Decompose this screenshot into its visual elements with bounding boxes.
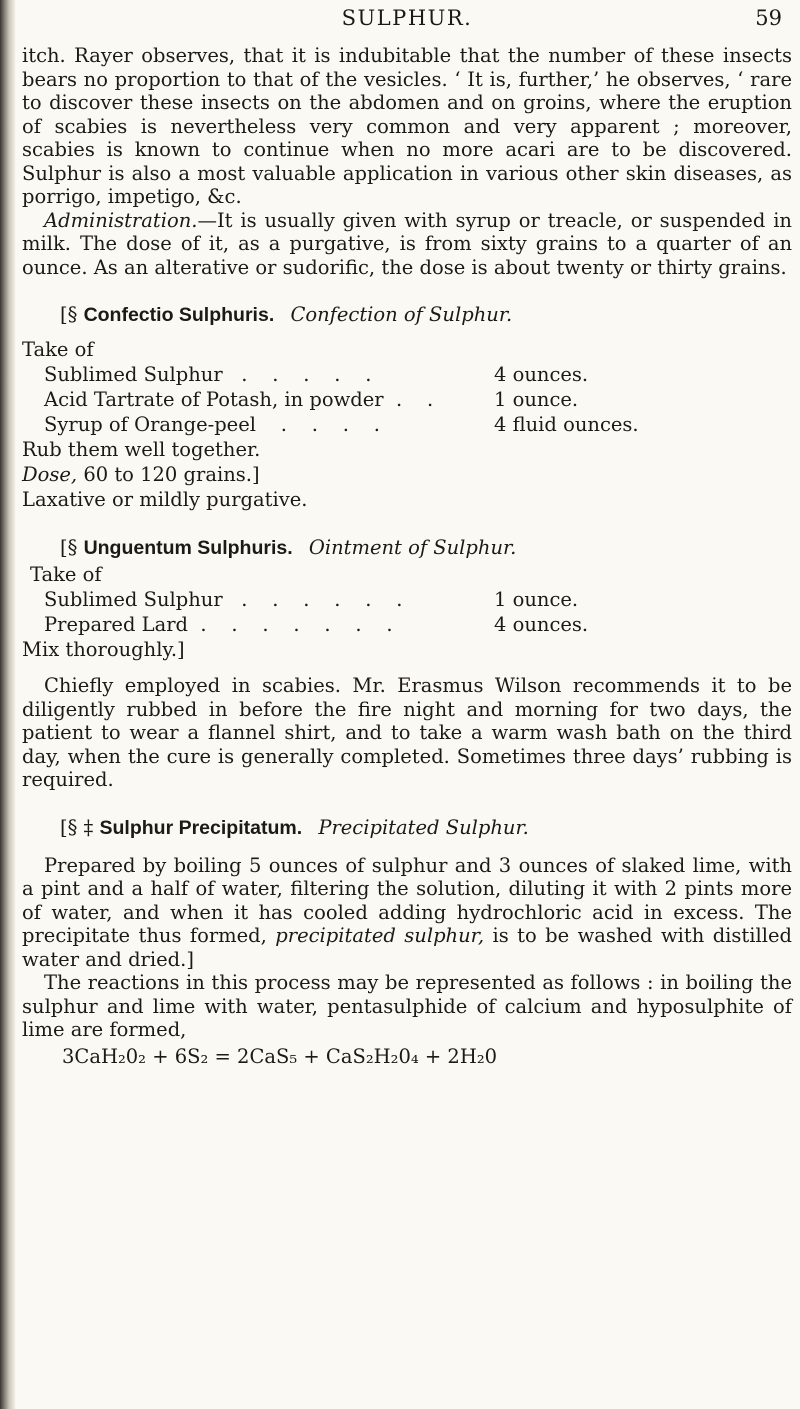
dose-label: Dose, xyxy=(22,463,78,486)
ingredient-row xyxy=(22,612,792,637)
precipitatum-heading xyxy=(22,814,792,842)
confectio-use: Laxative or mildly purgative. xyxy=(22,488,308,511)
book-page xyxy=(22,0,792,1070)
precipitatum-name: Sulphur Precipitatum. xyxy=(99,816,303,839)
prep-text-after: is to be washed with distilled water and dried.] xyxy=(22,924,792,971)
book-spine-shadow xyxy=(0,0,16,1409)
unguentum-note: Chiefly employed in scabies. Mr. Erasmus Wilson recommends it to be diligently rubbed in before the fire night and morning for two days, the patient to wear a flannel shirt, and to take a warm wash bath on the third day, when the cure is generally completed. Sometimes three days’ rubbing is required. xyxy=(22,674,792,791)
confectio-section xyxy=(22,301,792,512)
unguentum-method: Mix thoroughly.] xyxy=(22,638,185,661)
ingredient-row xyxy=(22,587,792,612)
prep-text-before: Prepared by boiling 5 ounces of sulphur and 3 ounces of slaked lime, with a pint and a half of water, filtering the solution, diluting it with 2 pints more of water, and when it has cooled adding hydrochloric acid in excess. The precipitate thus formed, xyxy=(22,853,792,947)
confectio-translation: Confection of Sulphur. xyxy=(290,303,513,326)
unguentum-section xyxy=(22,534,792,792)
confectio-take-of: Take of xyxy=(22,338,94,361)
precipitatum-section xyxy=(22,814,792,1070)
prep-text-italic: precipitated sulphur, xyxy=(275,924,485,947)
ingredient-name: Sublimed Sulphur . . . . . . xyxy=(44,588,403,611)
paragraph-itch: itch. Rayer observes, that it is indubitable that the number of these insects bears no proportion to that of the vesicles. ‘ It is, further,’ he observes, ‘ rare to discover these insects on the abdomen and on groins, where the eruption of scabies is nevertheless very common and very apparent ; moreover, scabies is known to continue when no more acari are to be discovered. Sulphur is also a most valuable application in various other skin diseases, as porrigo, impetigo, &c. xyxy=(22,44,792,208)
running-title: SULPHUR. xyxy=(341,6,473,30)
precipitatum-reactions: The reactions in this process may be represented as follows : in boiling the sulphur and lime with water, pentasulphide of calcium and hyposulphite of lime are formed, xyxy=(22,971,792,1041)
unguentum-name: Unguentum Sulphuris. xyxy=(83,537,293,559)
ingredient-name: Acid Tartrate of Potash, in powder . . xyxy=(44,388,434,411)
confectio-name: Confectio Sulphuris. xyxy=(83,304,275,326)
ingredient-qty: 1 ounce. xyxy=(494,388,579,411)
precipitatum-bracket: [§ ‡ xyxy=(60,815,94,839)
unguentum-heading xyxy=(22,534,792,562)
administration-label: Administration. xyxy=(44,208,198,232)
confectio-method: Rub them well together. xyxy=(22,438,261,461)
unguentum-take-of: Take of xyxy=(30,563,102,586)
ingredient-name: Sublimed Sulphur . . . . . xyxy=(44,363,372,386)
confectio-heading xyxy=(22,301,792,329)
ingredient-row xyxy=(22,362,792,387)
confectio-dose xyxy=(22,462,792,487)
ingredient-qty: 4 ounces. xyxy=(494,363,589,386)
page-number: 59 xyxy=(755,6,782,30)
page-header xyxy=(22,0,792,44)
ingredient-qty: 4 ounces. xyxy=(494,613,589,636)
ingredient-qty: 4 fluid ounces. xyxy=(494,413,639,436)
precipitatum-preparation xyxy=(22,854,792,972)
ingredient-row xyxy=(22,412,792,437)
ingredient-row xyxy=(22,387,792,412)
confectio-bracket: [§ xyxy=(60,303,78,326)
chemical-formula: 3CaH₂0₂ + 6S₂ = 2CaS₅ + CaS₂H₂0₄ + 2H₂0 xyxy=(62,1044,498,1068)
unguentum-translation: Ointment of Sulphur. xyxy=(308,536,517,559)
dose-text: 60 to 120 grains.] xyxy=(77,463,260,486)
ingredient-name: Syrup of Orange-peel . . . . xyxy=(44,413,380,436)
ingredient-name: Prepared Lard . . . . . . . xyxy=(44,613,393,636)
precipitatum-translation: Precipitated Sulphur. xyxy=(318,815,529,839)
paragraph-administration xyxy=(22,209,792,280)
administration-text: —It is usually given with syrup or treacle, or suspended in milk. The dose of it, as a purgative, is from sixty grains to a quarter of an ounce. As an alterative or sudorific, the dose is about twenty or thirty grains. xyxy=(22,208,792,279)
ingredient-qty: 1 ounce. xyxy=(494,588,579,611)
unguentum-bracket: [§ xyxy=(60,536,78,559)
